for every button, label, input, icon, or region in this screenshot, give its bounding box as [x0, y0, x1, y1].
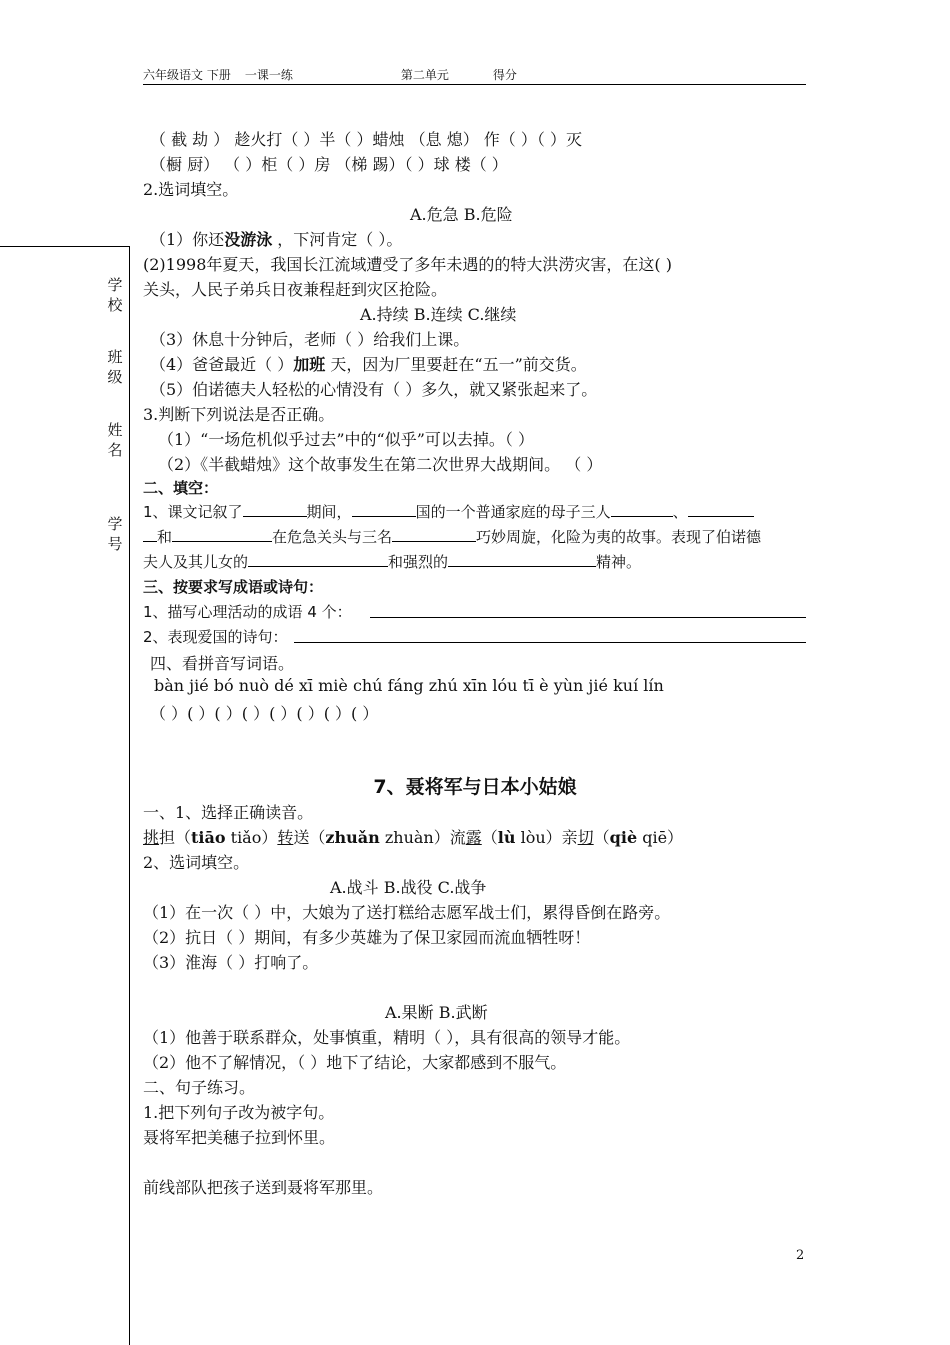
q2-item-4: [150, 352, 587, 375]
class-label: 班 级: [107, 348, 123, 386]
l7-pronunciation-line: [143, 825, 683, 848]
header-series: 一课一练: [244, 68, 293, 82]
blank-9[interactable]: [448, 552, 596, 567]
q2-options-b: A.持续 B.连续 C.继续: [360, 305, 517, 324]
pron-seg: 露: [465, 828, 482, 847]
fill-1-text-c: 国的一个普通家庭的母子三人: [415, 503, 611, 521]
q3-item-2: （2）《半截蜡烛》这个故事发生在第二次世界大战期间。 （ ）: [158, 455, 603, 474]
idiom-line-label: 1、描写心理活动的成语 4 个：: [143, 603, 352, 621]
blank-4[interactable]: [688, 502, 754, 517]
l7-options-1: A.战斗 B.战役 C.战争: [330, 878, 487, 897]
q2-item-4-word: 加班: [293, 355, 326, 374]
pinyin-line: bàn jié bó nuò dé xī miè chú fáng zhú xīn lóu tī è yùn jié kuí lín: [154, 676, 664, 695]
page-number: 2: [796, 1248, 805, 1263]
name-label: 姓 名: [107, 421, 123, 459]
word-line-2: （橱 厨） （ ）柜（ ）房 （梯 踢）（ ）球 楼（ ）: [150, 155, 508, 174]
q2-item-5: （5）伯诺德夫人轻松的心情没有（ ）多久，就又紧张起来了。: [150, 380, 598, 399]
l7-sentence-instruction: 1.把下列句子改为被字句。: [143, 1103, 335, 1122]
fill-3-text-a: 夫人及其儿女的: [143, 553, 249, 571]
pinyin-answer-brackets[interactable]: （ ）( ）( ）( ）( ）( ）( ）( ）: [150, 704, 379, 723]
q2-options-a: A.危急 B.危险: [410, 205, 513, 224]
l7-options-2: A.果断 B.武断: [385, 1003, 488, 1022]
blank-2[interactable]: [352, 502, 416, 517]
l7-q2-item-2: （2）抗日（ ）期间，有多少英雄为了保卫家园而流血牺牲呀！: [143, 928, 591, 947]
pron-seg[interactable]: tiāo: [191, 828, 226, 847]
pron-seg: tiǎo）: [225, 828, 278, 847]
q2-item-1: [150, 227, 402, 250]
lesson-7-title: 7、聂将军与日本小姑娘: [373, 776, 577, 798]
q3-title: 3.判断下列说法是否正确。: [143, 405, 335, 424]
idiom-answer-line[interactable]: [370, 617, 806, 618]
l7-q2-item-4: （1）他善于联系群众，处事慎重，精明（ ），具有很高的领导才能。: [143, 1028, 631, 1047]
word-line-1: （ 截 劫 ） 趁火打（ ）半（ ）蜡烛 （息 熄） 作（ ）（ ）灭: [150, 130, 582, 149]
fill-1-text-b: 期间，: [306, 503, 352, 521]
l7-sentence-2: 前线部队把孩子送到聂将军那里。: [143, 1178, 384, 1197]
poem-line-label: 2、表现爱国的诗句：: [143, 628, 288, 646]
l7-q2-item-3: （3）淮海（ ）打响了。: [143, 953, 319, 972]
pron-seg[interactable]: lù: [497, 828, 516, 847]
fill-1-text-d: 、: [672, 503, 688, 521]
pron-seg: 送（: [293, 828, 326, 847]
q2-item-1-word: 没游泳: [224, 230, 273, 249]
pron-seg: （: [593, 828, 610, 847]
l7-sentence-1: 聂将军把美穗子拉到怀里。: [143, 1128, 336, 1147]
blank-7[interactable]: [392, 527, 476, 542]
page-header: [143, 66, 517, 83]
pron-seg[interactable]: qiè: [609, 828, 638, 847]
l7-q2-item-1: （1）在一次（ ）中，大娘为了送打糕给志愿军战士们，累得昏倒在路旁。: [143, 903, 671, 922]
q3-item-1: （1）“一场危机似乎过去”中的“似乎”可以去掉。（ ）: [158, 430, 534, 449]
blank-1[interactable]: [243, 502, 307, 517]
fill-line-3: [143, 551, 641, 572]
school-label: 学 校: [107, 276, 123, 314]
q2-item-4-pre: （4）爸爸最近（ ）: [150, 355, 294, 374]
fill-2-text-a: 和: [157, 528, 173, 546]
q2-item-2-line-1: (2)1998年夏天，我国长江流域遭受了多年未遇的的特大洪涝灾害，在这( ): [143, 255, 672, 274]
q2-item-1-post: ，下河肯定（ ）。: [272, 230, 403, 249]
fill-3-text-c: 精神。: [596, 553, 642, 571]
l7-q1-title: 一、1、选择正确读音。: [143, 803, 314, 822]
header-unit: 第二单元: [400, 68, 449, 82]
fill-2-text-b: 在危急关头与三名: [272, 528, 393, 546]
blank-3[interactable]: [611, 502, 673, 517]
q2-item-1-pre: （1）你还: [150, 230, 225, 249]
pron-seg: zhuàn）流: [379, 828, 466, 847]
pron-seg: 转: [277, 828, 294, 847]
student-id-label: 学 号: [107, 515, 123, 553]
l7-q2-title: 2、选词填空。: [143, 853, 250, 872]
section-4-title: 四、看拼音写词语。: [150, 654, 295, 673]
q2-item-2-line-2: 关头，人民子弟兵日夜兼程赶到灾区抢险。: [143, 280, 448, 299]
q2-item-4-post: 天，因为厂里要赶在“五一”前交货。: [325, 355, 587, 374]
l7-section-2-title: 二、句子练习。: [143, 1078, 256, 1097]
pron-seg: qiē）: [637, 828, 684, 847]
q2-item-3: （3）休息十分钟后，老师（ ）给我们上课。: [150, 330, 470, 349]
blank-6[interactable]: [172, 527, 272, 542]
poem-answer-line[interactable]: [294, 642, 806, 643]
pron-seg[interactable]: zhuǎn: [325, 828, 380, 847]
pron-seg: 挑: [143, 828, 160, 847]
fill-3-text-b: 和强烈的: [388, 553, 449, 571]
header-score-label: 得分: [492, 68, 517, 82]
fill-2-text-c: 巧妙周旋，化险为夷的故事。表现了伯诺德: [476, 528, 762, 546]
l7-q2-item-5: （2）他不了解情况，（ ）地下了结论，大家都感到不服气。: [143, 1053, 567, 1072]
pron-seg: （: [481, 828, 498, 847]
pron-seg: 担（: [159, 828, 192, 847]
header-rule: [143, 84, 806, 85]
fill-line-2: [143, 526, 761, 547]
header-subject: 六年级语文 下册: [143, 68, 231, 82]
section-2-title: 二、填空：: [143, 479, 219, 497]
blank-8[interactable]: [248, 552, 388, 567]
pron-seg: lòu）亲: [515, 828, 578, 847]
fill-line-1: [143, 501, 754, 522]
fill-1-text-a: 1、课文记叙了: [143, 503, 243, 521]
section-3-title: 三、按要求写成语或诗句：: [143, 578, 324, 596]
pron-seg: 切: [577, 828, 594, 847]
q2-title: 2.选词填空。: [143, 180, 239, 199]
blank-5[interactable]: [143, 527, 157, 542]
